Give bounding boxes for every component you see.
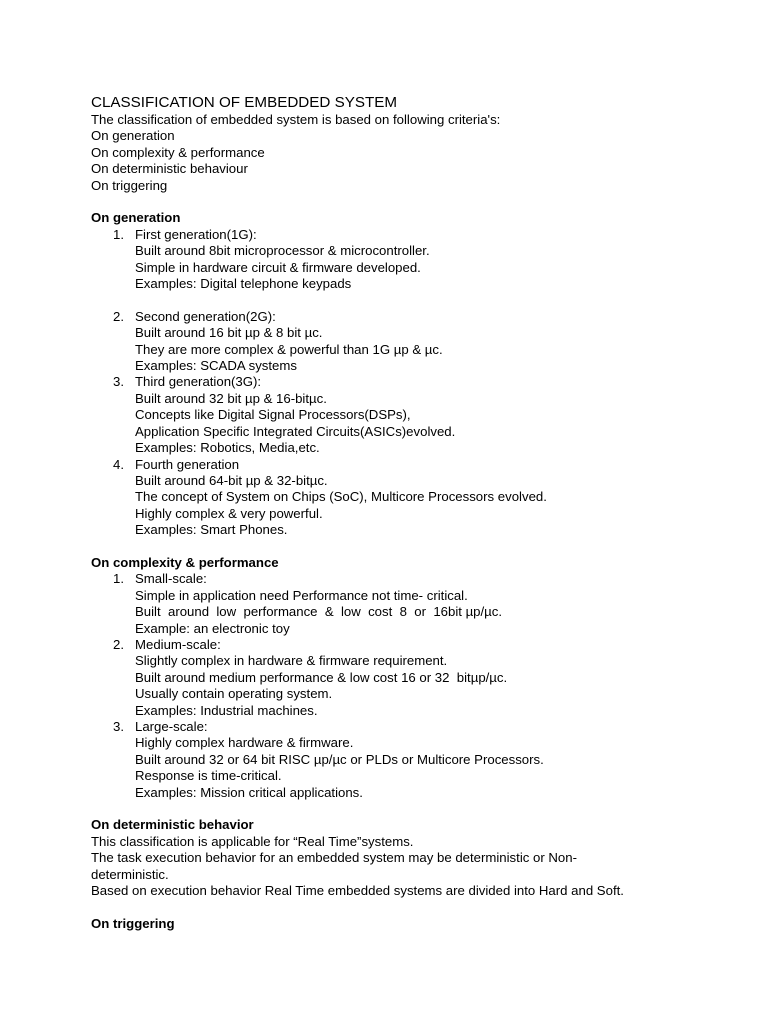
- item-line: Built around 8bit microprocessor & microcontroller.: [135, 243, 430, 259]
- item-line: Built around low performance & low cost 8 or 16bit µp/µc.: [135, 604, 503, 620]
- item-line: Response is time-critical.: [135, 768, 282, 784]
- item-line: Examples: Mission critical applications.: [135, 784, 363, 800]
- item-line: Examples: Smart Phones.: [135, 522, 288, 538]
- section-heading-complexity: On complexity & performance: [91, 554, 279, 570]
- item-title: Fourth generation: [135, 456, 240, 472]
- item-number: 1.: [113, 226, 124, 242]
- item-line: Application Specific Integrated Circuits(ASICs)evolved.: [135, 423, 456, 439]
- section-heading-generation: On generation: [91, 210, 181, 226]
- item-title: Third generation(3G):: [135, 374, 262, 390]
- item-number: 1.: [113, 571, 124, 587]
- criteria-item: On complexity & performance: [91, 144, 265, 160]
- item-number: 2.: [113, 308, 124, 324]
- list-item: [91, 227, 691, 309]
- list-item: [91, 309, 691, 375]
- paragraph: Based on execution behavior Real Time embedded systems are divided into Hard and Soft.: [91, 883, 624, 899]
- document-content: [91, 93, 691, 932]
- item-line: Built around medium performance & low cost 16 or 32 bitµp/µc.: [135, 669, 508, 685]
- item-title: Large-scale:: [135, 718, 208, 734]
- criteria-item: On deterministic behaviour: [91, 161, 248, 177]
- criteria-item: On generation: [91, 128, 175, 144]
- list-item: [91, 637, 691, 719]
- item-line: Examples: Digital telephone keypads: [135, 276, 352, 292]
- generation-list: [91, 227, 691, 539]
- item-title: First generation(1G):: [135, 226, 257, 242]
- criteria-item: On triggering: [91, 177, 168, 193]
- item-line: Built around 32 or 64 bit RISC µp/µc or PLDs or Multicore Processors.: [135, 751, 544, 767]
- item-title: Small-scale:: [135, 571, 207, 587]
- list-item: [91, 457, 691, 539]
- item-line: Usually contain operating system.: [135, 686, 333, 702]
- list-item: [91, 571, 691, 637]
- item-line: Built around 32 bit µp & 16-bitµc.: [135, 390, 327, 406]
- item-title: Medium-scale:: [135, 636, 221, 652]
- item-number: 3.: [113, 374, 124, 390]
- item-line: Concepts like Digital Signal Processors(DSPs),: [135, 407, 411, 423]
- list-item: [91, 719, 691, 801]
- item-line: They are more complex & powerful than 1G µp & µc.: [135, 341, 443, 357]
- item-number: 3.: [113, 718, 124, 734]
- paragraph: The task execution behavior for an embedded system may be deterministic or Non-deterministic.: [91, 850, 577, 882]
- complexity-list: [91, 571, 691, 801]
- item-line: Simple in hardware circuit & firmware developed.: [135, 259, 421, 275]
- item-line: Examples: Industrial machines.: [135, 702, 318, 718]
- section-heading-deterministic: On deterministic behavior: [91, 817, 254, 833]
- item-line: Examples: Robotics, Media,etc.: [135, 440, 320, 456]
- item-line: Built around 16 bit µp & 8 bit µc.: [135, 325, 323, 341]
- item-line: Example: an electronic toy: [135, 620, 290, 636]
- list-item: [91, 374, 691, 456]
- item-line: Examples: SCADA systems: [135, 358, 297, 374]
- item-line: Simple in application need Performance not time- critical.: [135, 587, 468, 603]
- item-title: Second generation(2G):: [135, 308, 276, 324]
- document-title: CLASSIFICATION OF EMBEDDED SYSTEM: [91, 94, 398, 111]
- intro-text: The classification of embedded system is based on following criteria's:: [91, 112, 501, 127]
- item-number: 4.: [113, 456, 124, 472]
- item-line: Built around 64-bit µp & 32-bitµc.: [135, 472, 328, 488]
- item-number: 2.: [113, 636, 124, 652]
- item-line: Highly complex & very powerful.: [135, 505, 323, 521]
- item-line: Highly complex hardware & firmware.: [135, 735, 354, 751]
- item-line: Slightly complex in hardware & firmware requirement.: [135, 653, 448, 669]
- section-heading-triggering: On triggering: [91, 915, 175, 931]
- item-line: The concept of System on Chips (SoC), Multicore Processors evolved.: [135, 489, 547, 505]
- paragraph: This classification is applicable for “Real Time”systems.: [91, 833, 414, 849]
